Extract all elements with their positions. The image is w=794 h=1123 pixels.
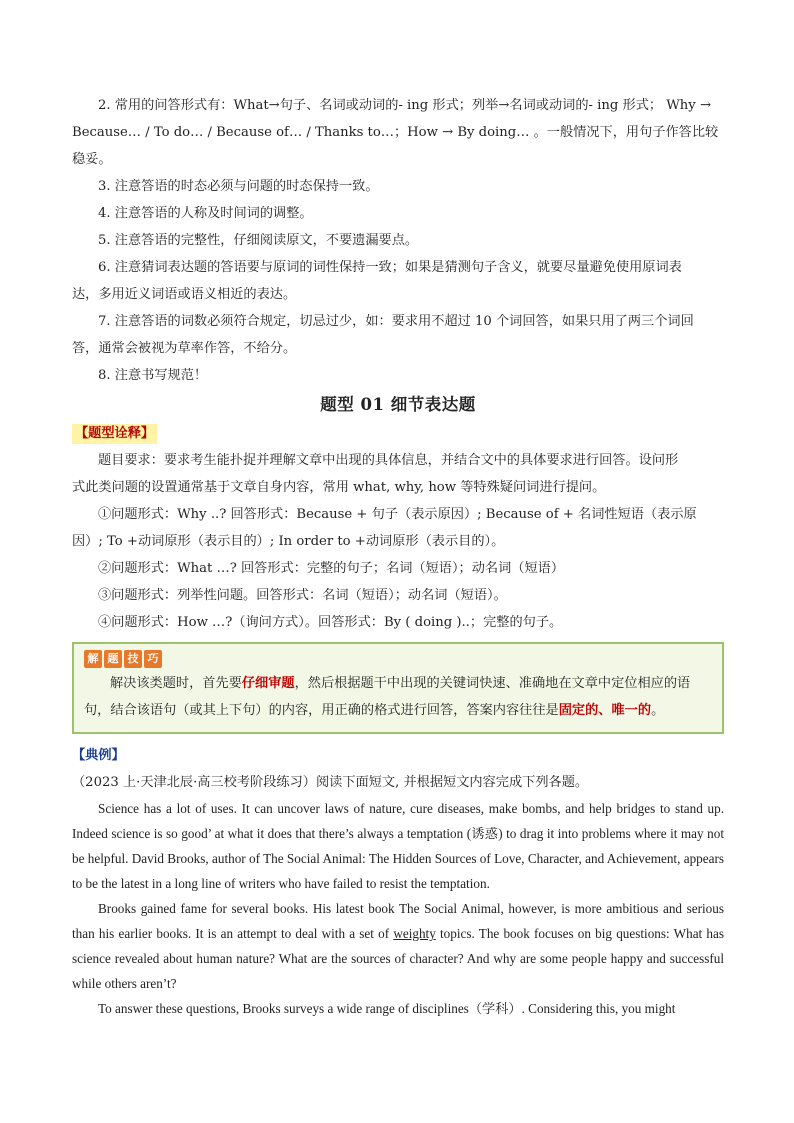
tip-text-part: 。 bbox=[651, 703, 665, 718]
question-form-1-line-2: 因）; To +动词原形（表示目的）; In order to +动词原形（表示目的）。 bbox=[72, 534, 505, 549]
tip-highlight-1: 仔细审题 bbox=[241, 676, 295, 691]
note-2-line-2: Because… / To do… / Because of… / Thanks to…；How → By doing… 。一般情况下，用句子作答比较稳妥。 bbox=[72, 125, 719, 167]
passage-paragraph-1: Science has a lot of uses. It can uncover laws of nature, cure diseases, make bombs, and help bridges to stand up. Indeed science is so good’ at what it does that there’s always a temptation (诱惑) to drag it into problems where it may not be helpful. David Brooks, author of The Social Animal: The Hidden Sources of Love, Character, and Achievement, appears to be the latest in a long line of writers who have failed to resist the temptation. bbox=[72, 801, 724, 891]
tip-badge bbox=[84, 650, 710, 668]
passage-paragraph-2 bbox=[72, 896, 724, 996]
document-page bbox=[72, 92, 724, 1021]
note-3: 3. 注意答语的时态必须与问题的时态保持一致。 bbox=[98, 179, 379, 194]
requirement-line-2: 式此类问题的设置通常基于文章自身内容，常用 what, why, how 等特殊疑问词进行提问。 bbox=[72, 480, 606, 495]
tip-badge-char: 解 bbox=[84, 650, 102, 668]
example-source: （2023 上·天津北辰·高三校考阶段练习）阅读下面短文, 并根据短文内容完成下列各题。 bbox=[72, 775, 589, 790]
question-form-1-line-1: ①问题形式：Why ..? 回答形式：Because + 句子（表示原因）; Because of + 名词性短语（表示原 bbox=[98, 507, 697, 522]
note-7-line-1: 7. 注意答语的词数必须符合规定，切忌过少，如：要求用不超过 10 个词回答，如果只用了两三个词回 bbox=[98, 314, 694, 329]
note-6-line-2: 达，多用近义词语或语义相近的表达。 bbox=[72, 287, 297, 302]
note-6-line-1: 6. 注意猜词表达题的答语要与原词的词性保持一致；如果是猜测句子含义，就要尽量避免使用原词表 bbox=[98, 260, 682, 275]
section-title: 题型 01 细节表达题 bbox=[320, 395, 476, 414]
tip-badge-char: 题 bbox=[104, 650, 122, 668]
note-4: 4. 注意答语的人称及时间词的调整。 bbox=[98, 206, 313, 221]
requirement-line-1: 题目要求：要求考生能扑捉并理解文章中出现的具体信息，并结合文中的具体要求进行回答。设问形 bbox=[98, 453, 679, 468]
note-5: 5. 注意答语的完整性，仔细阅读原文，不要遗漏要点。 bbox=[98, 233, 419, 248]
tip-highlight-2: 固定的、唯一的 bbox=[558, 703, 652, 718]
underlined-word: weighty bbox=[393, 926, 436, 941]
note-2-line-1: 2. 常用的问答形式有：What→句子、名词或动词的- ing 形式；列举→名词或动词的- ing 形式； Why → bbox=[98, 98, 711, 113]
question-form-4: ④问题形式：How …?（询问方式）。回答形式：By ( doing )..；完整的句子。 bbox=[98, 615, 563, 630]
tip-text bbox=[84, 670, 710, 724]
example-tag: 【典例】 bbox=[72, 748, 125, 763]
tip-badge-char: 技 bbox=[124, 650, 142, 668]
note-7-line-2: 答，通常会被视为草率作答，不给分。 bbox=[72, 341, 297, 356]
note-8: 8. 注意书写规范！ bbox=[98, 368, 208, 383]
explain-tag: 【题型诠释】 bbox=[72, 424, 157, 444]
passage-paragraph-3: To answer these questions, Brooks surveys a wide range of disciplines（学科）. Considering this, you might bbox=[98, 1001, 676, 1016]
passage-text: Brooks gained fame for several books. His latest book The Social Animal, however, is more ambitious and serious than his earlier books. It is an attempt to deal with a set of bbox=[72, 901, 724, 941]
question-form-3: ③问题形式：列举性问题。回答形式：名词（短语）；动名词（短语）。 bbox=[98, 588, 507, 603]
tip-box bbox=[72, 642, 724, 734]
tip-text-part: ，然后根据题干中出现的关键词快速、准确地在文章中定位相应的语 bbox=[294, 676, 691, 691]
tip-text-part: 句，结合该语句（或其上下句）的内容，用正确的格式进行回答，答案内容往往是 bbox=[84, 703, 559, 718]
passage-text: topics. The book focuses on big questions: What has science revealed about human nature? What are the sources of character? And why are some people happy and successful while others aren’t? bbox=[72, 926, 724, 991]
question-form-2: ②问题形式：What …? 回答形式：完整的句子；名词（短语）；动名词（短语） bbox=[98, 561, 565, 576]
tip-text-part: 解决该类题时，首先要 bbox=[110, 676, 242, 691]
tip-badge-char: 巧 bbox=[144, 650, 162, 668]
